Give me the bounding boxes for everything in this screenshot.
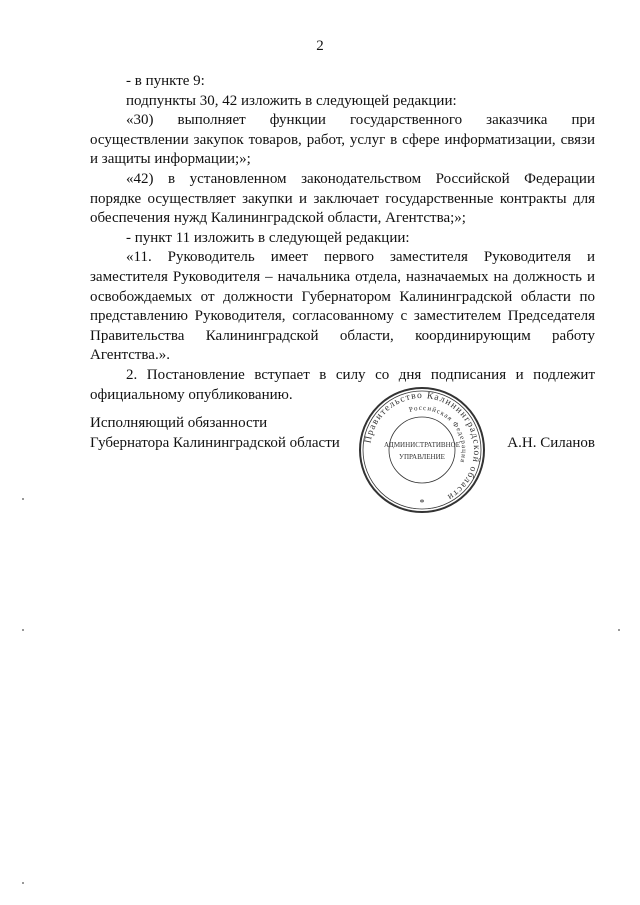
- document-body: [90, 72, 595, 405]
- seal-inner-text: Российская Федерация: [408, 403, 469, 465]
- scan-artifact: [22, 629, 24, 631]
- paragraph: - в пункте 9:: [126, 73, 205, 89]
- paragraph: «11. Руководитель имеет первого заместителя Руководителя и заместителя Руководителя – начальника отдела, назначаемых на должность и освобождаемых от должности Губернатором Калининградской области по представлению Руководителя, согласованному с заместителем Председателя Правительства Калининградской области, координирующим работу Агентства.».: [90, 249, 595, 364]
- seal-center-line: УПРАВЛЕНИЕ: [399, 453, 445, 461]
- paragraph: «30) выполняет функции государственного заказчика при осуществлении закупок товаров, работ, услуг в сфере информатизации, связи и защиты информации;»;: [90, 112, 595, 168]
- paragraph: - пункт 11 изложить в следующей редакции:: [126, 229, 410, 246]
- scan-artifact: [22, 882, 24, 884]
- scan-artifact: [618, 629, 620, 631]
- paragraph: подпункты 30, 42 изложить в следующей редакции:: [126, 92, 457, 109]
- signature-block: [90, 390, 595, 524]
- official-seal: [352, 380, 492, 520]
- paragraph: 2. Постановление вступает в силу со дня подписания и подлежит официальному опубликованию.: [90, 366, 595, 403]
- signatory-title-line: Исполняющий обязанности: [90, 415, 268, 431]
- scan-artifact: [22, 498, 24, 500]
- signatory-name: А.Н. Силанов: [507, 434, 595, 451]
- signatory-title: [90, 414, 340, 453]
- signatory-title-line: Губернатора Калининградской области: [90, 434, 340, 451]
- seal-outer-text: Правительство Калининградской области: [363, 390, 482, 503]
- seal-star: *: [419, 498, 425, 509]
- page-number: 2: [316, 38, 324, 54]
- paragraph: «42) в установленном законодательством Российской Федерации порядке осуществляет закупки и заключает государственные контракты для обеспечения нужд Калининградской области, Агентства;»;: [90, 170, 595, 227]
- seal-center-line: АДМИНИСТРАТИВНОЕ: [384, 441, 460, 449]
